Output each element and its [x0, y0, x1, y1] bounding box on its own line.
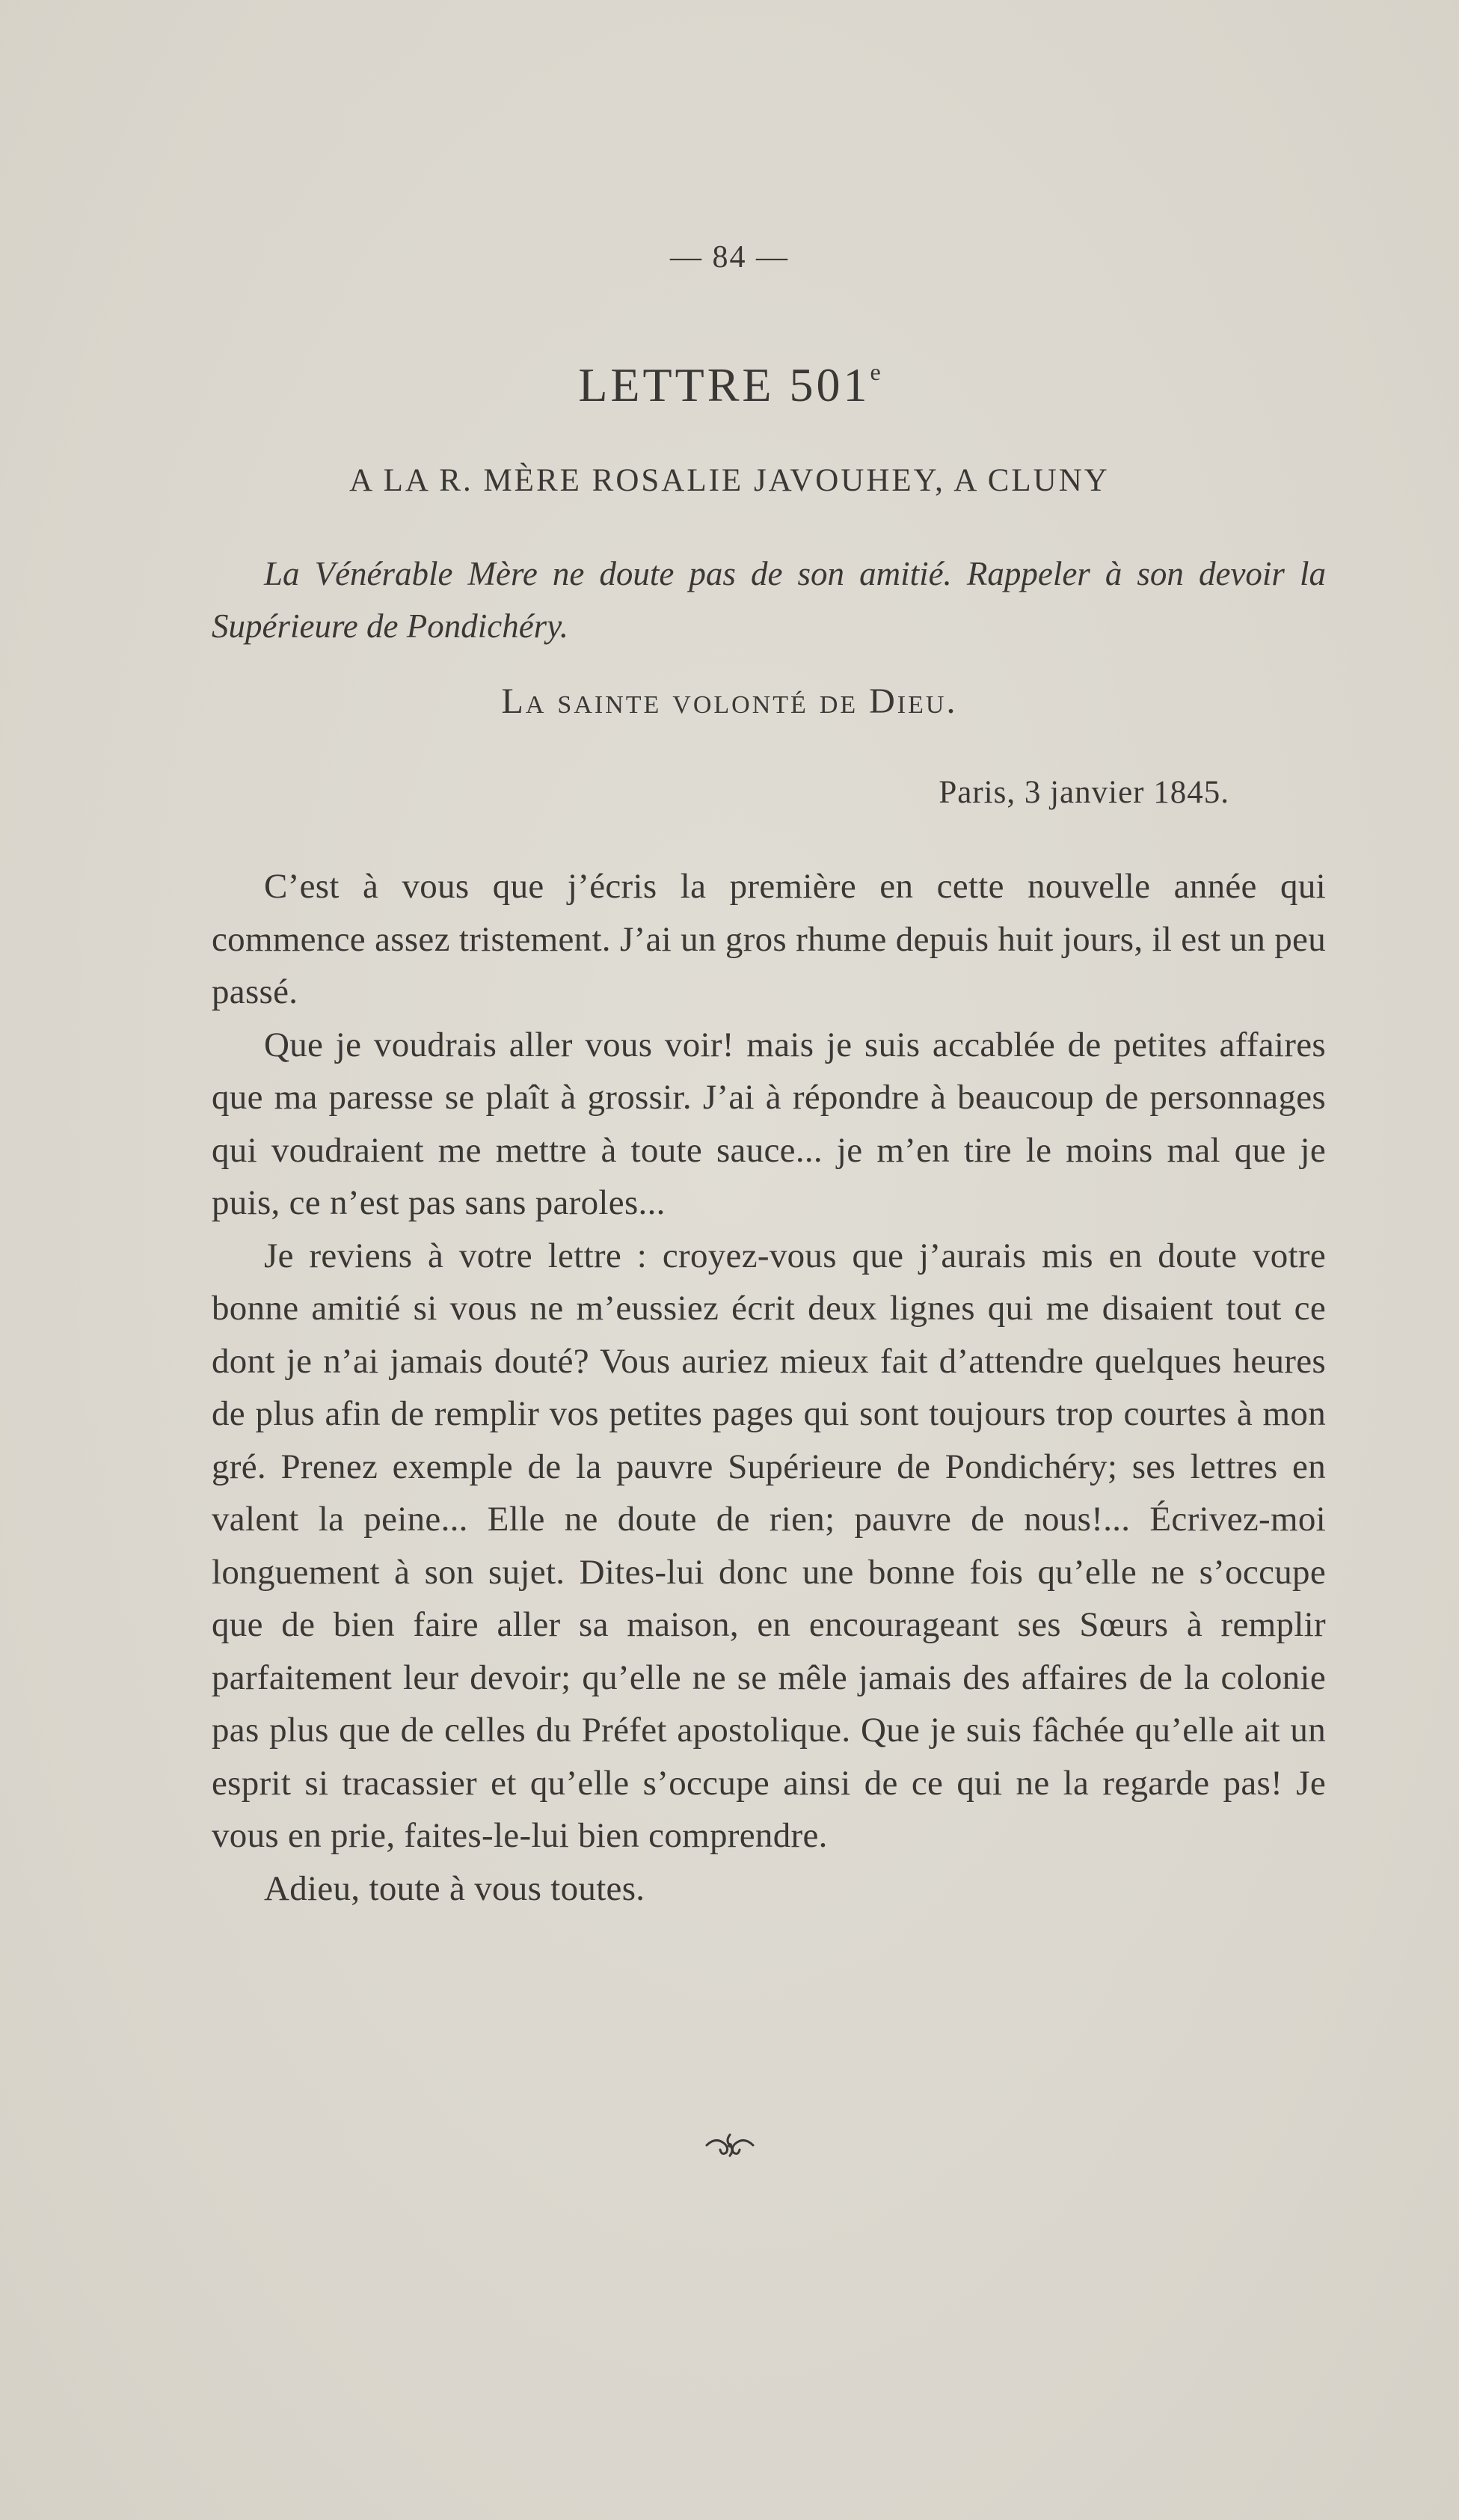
letter-title: [0, 358, 1459, 413]
letter-title-main: LETTRE 501: [578, 358, 870, 411]
fleuron-icon: [704, 2130, 756, 2160]
letter-motto: La sainte volonté de Dieu.: [501, 681, 958, 721]
letter-title-superscript: e: [870, 358, 881, 385]
letter-summary: La Vénérable Mère ne doute pas de son amitié. Rappeler à son devoir la Supérieure de Pondichéry.: [212, 555, 1326, 645]
letter-paragraph: Que je voudrais aller vous voir! mais je suis accablée de petites affaires que ma paresse se plaît à grossir. J’ai à répondre à beaucoup de personnages qui voudraient me mettre à toute sauce... je m’en tire le moins mal que je puis, ce n’est pas sans paroles...: [212, 1025, 1326, 1222]
letter-body: [212, 860, 1326, 1915]
letter-closing: Adieu, toute à vous toutes.: [264, 1868, 645, 1908]
ornament: [0, 2130, 1459, 2164]
page-number: — 84 —: [670, 240, 789, 275]
letter-dateline: Paris, 3 janvier 1845.: [939, 775, 1229, 810]
letter-paragraph: Je reviens à votre lettre : croyez-vous que j’aurais mis en doute votre bonne amitié si vous ne m’eussiez écrit deux lignes qui me disaient tout ce dont je n’ai jamais douté? Vous auriez mieux fait d’attendre quelques heures de plus afin de remplir vos petites pages qui sont toujours trop courtes à mon gré. Prenez exemple de la pauvre Supérieure de Pondichéry; ses lettres en valent la peine... Elle ne doute de rien; pauvre de nous!... Écrivez-moi longuement à son sujet. Dites-lui donc une bonne fois qu’elle ne s’occupe que de bien faire aller sa maison, en encourageant ses Sœurs à remplir parfaitement leur devoir; qu’elle ne se mêle jamais des affaires de la colonie pas plus que de celles du Préfet apostolique. Que je suis fâchée qu’elle ait un esprit si tracassier et qu’elle s’occupe ainsi de ce qui ne la regarde pas! Je vous en prie, faites-le-lui bien comprendre.: [212, 1236, 1326, 1855]
letter-paragraph: C’est à vous que j’écris la première en cette nouvelle année qui commence assez tristement. J’ai un gros rhume depuis huit jours, il est un peu passé.: [212, 867, 1326, 1011]
letter-recipient: A LA R. MÈRE ROSALIE JAVOUHEY, A CLUNY: [349, 463, 1110, 498]
